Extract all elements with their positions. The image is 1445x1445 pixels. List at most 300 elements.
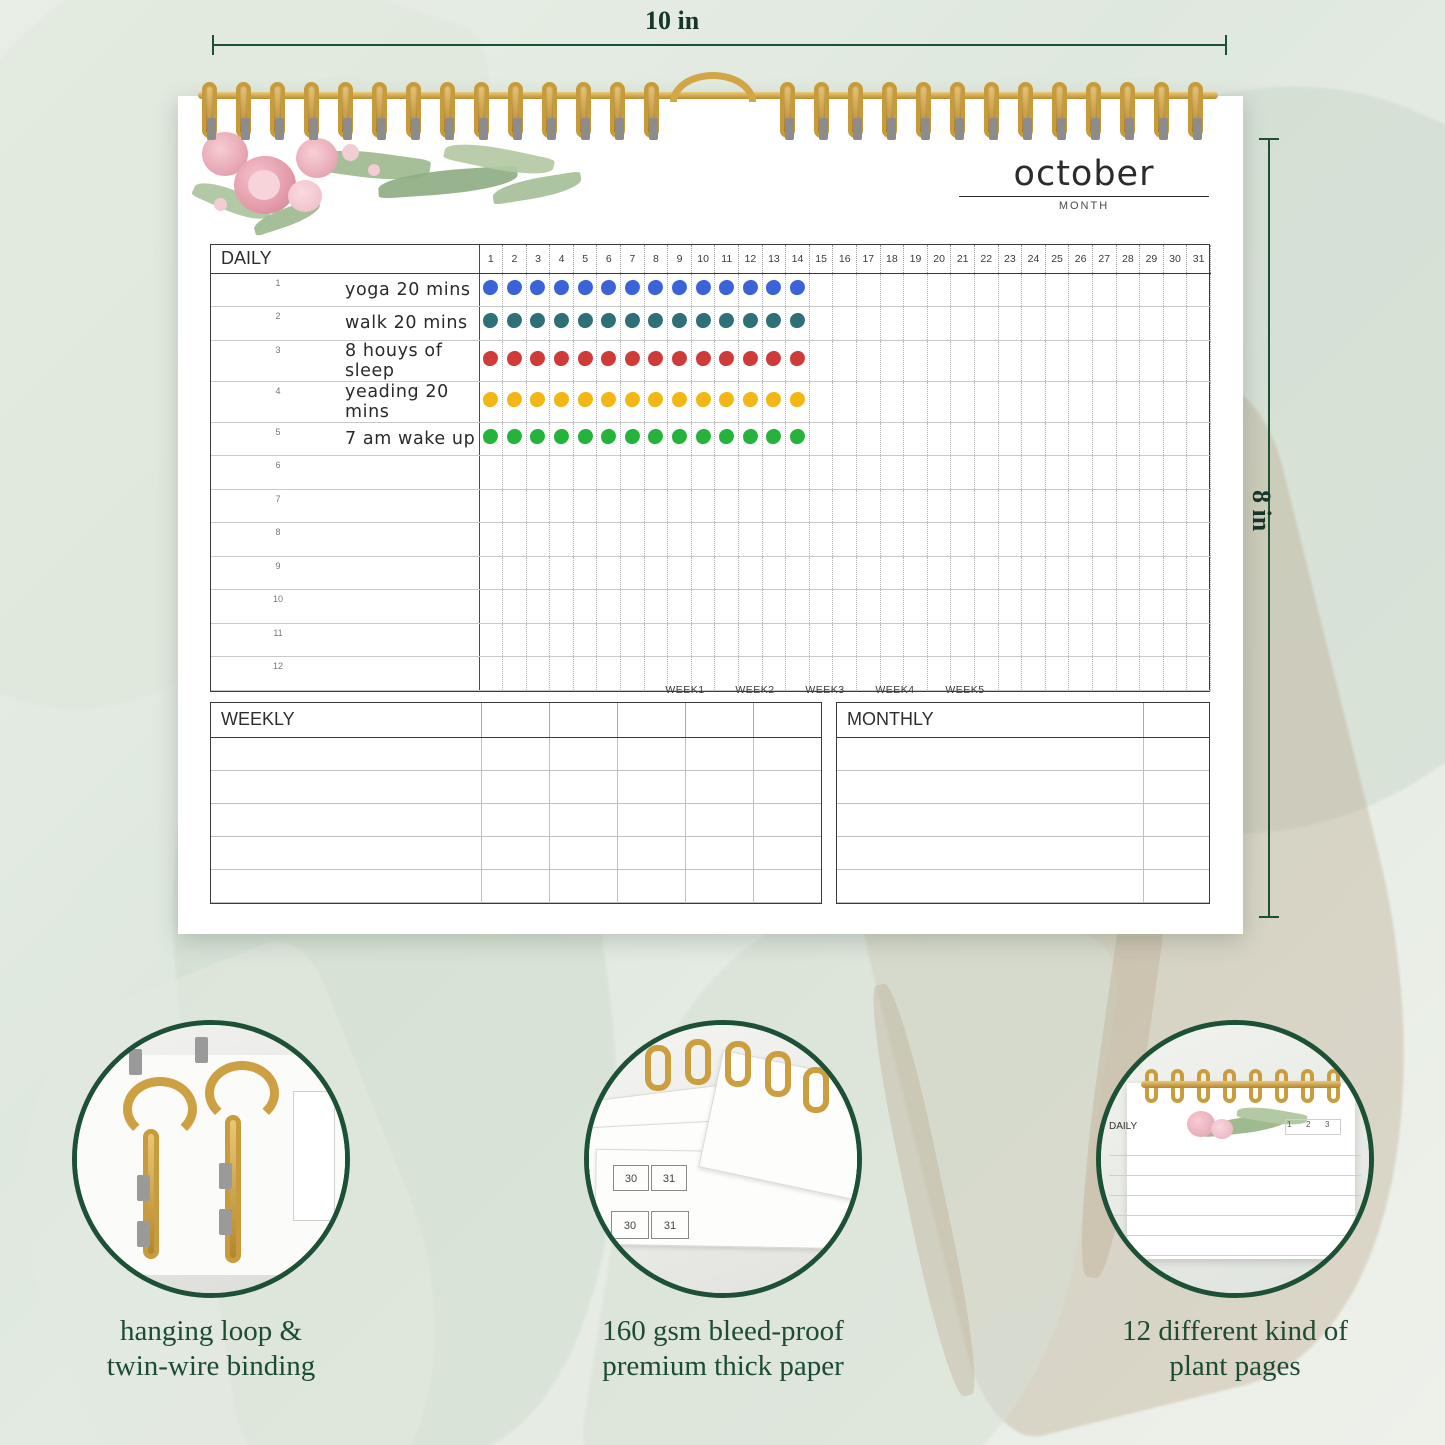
habit-cell[interactable] [573, 523, 597, 557]
habit-cell[interactable] [691, 590, 715, 624]
habit-cell[interactable] [1140, 590, 1164, 624]
habit-cell[interactable] [1116, 381, 1140, 422]
habit-cell[interactable] [904, 273, 928, 307]
habit-cell[interactable] [880, 523, 904, 557]
habit-cell[interactable] [739, 381, 763, 422]
habit-cell[interactable] [715, 556, 739, 590]
habit-cell[interactable] [573, 422, 597, 456]
habit-cell[interactable] [739, 489, 763, 523]
habit-cell[interactable] [1069, 456, 1093, 490]
task-name-input[interactable]: 7 am wake up [345, 422, 479, 456]
habit-cell[interactable] [1045, 456, 1069, 490]
habit-cell[interactable] [1092, 523, 1116, 557]
habit-cell[interactable] [857, 590, 881, 624]
weekly-check-cell[interactable] [481, 869, 549, 902]
habit-cell[interactable] [951, 273, 975, 307]
habit-cell[interactable] [526, 273, 550, 307]
task-name-input[interactable]: walk 20 mins [345, 307, 479, 341]
day-column-header[interactable]: 20 [927, 245, 951, 273]
habit-cell[interactable] [621, 623, 645, 657]
habit-cell[interactable] [833, 523, 857, 557]
habit-cell[interactable] [668, 307, 692, 341]
monthly-check-cell[interactable] [1143, 737, 1209, 770]
habit-cell[interactable] [1140, 307, 1164, 341]
habit-cell[interactable] [739, 456, 763, 490]
habit-cell[interactable] [526, 623, 550, 657]
habit-cell[interactable] [526, 523, 550, 557]
habit-cell[interactable] [786, 381, 810, 422]
habit-cell[interactable] [1069, 340, 1093, 381]
weekly-check-cell[interactable] [753, 836, 821, 869]
habit-cell[interactable] [597, 381, 621, 422]
habit-cell[interactable] [998, 422, 1022, 456]
weekly-check-cell[interactable] [685, 770, 753, 803]
habit-cell[interactable] [621, 590, 645, 624]
habit-cell[interactable] [1116, 273, 1140, 307]
habit-cell[interactable] [644, 456, 668, 490]
habit-cell[interactable] [1116, 489, 1140, 523]
habit-cell[interactable] [715, 381, 739, 422]
habit-cell[interactable] [739, 556, 763, 590]
habit-cell[interactable] [809, 273, 833, 307]
habit-cell[interactable] [573, 307, 597, 341]
habit-cell[interactable] [668, 273, 692, 307]
habit-cell[interactable] [762, 590, 786, 624]
weekly-check-cell[interactable] [617, 869, 685, 902]
day-column-header[interactable]: 5 [573, 245, 597, 273]
habit-cell[interactable] [503, 381, 527, 422]
habit-cell[interactable] [597, 523, 621, 557]
habit-cell[interactable] [1045, 489, 1069, 523]
habit-cell[interactable] [715, 623, 739, 657]
habit-cell[interactable] [1022, 590, 1046, 624]
habit-cell[interactable] [644, 623, 668, 657]
habit-cell[interactable] [880, 456, 904, 490]
habit-cell[interactable] [526, 422, 550, 456]
habit-cell[interactable] [550, 523, 574, 557]
weekly-check-cell[interactable] [549, 869, 617, 902]
task-name-input[interactable] [345, 523, 479, 557]
habit-cell[interactable] [715, 590, 739, 624]
habit-cell[interactable] [644, 523, 668, 557]
habit-cell[interactable] [1069, 590, 1093, 624]
habit-cell[interactable] [621, 340, 645, 381]
monthly-check-cell[interactable] [1143, 770, 1209, 803]
habit-cell[interactable] [1092, 623, 1116, 657]
habit-cell[interactable] [1045, 556, 1069, 590]
habit-cell[interactable] [573, 340, 597, 381]
habit-cell[interactable] [786, 556, 810, 590]
habit-cell[interactable] [1116, 590, 1140, 624]
day-column-header[interactable]: 7 [621, 245, 645, 273]
habit-cell[interactable] [644, 590, 668, 624]
habit-cell[interactable] [904, 422, 928, 456]
habit-cell[interactable] [762, 623, 786, 657]
habit-cell[interactable] [904, 456, 928, 490]
day-column-header[interactable]: 30 [1163, 245, 1187, 273]
habit-cell[interactable] [857, 381, 881, 422]
day-column-header[interactable]: 4 [550, 245, 574, 273]
habit-cell[interactable] [1163, 456, 1187, 490]
monthly-check-cell[interactable] [1143, 836, 1209, 869]
day-column-header[interactable]: 6 [597, 245, 621, 273]
habit-cell[interactable] [1163, 307, 1187, 341]
habit-cell[interactable] [479, 489, 503, 523]
habit-cell[interactable] [644, 556, 668, 590]
habit-cell[interactable] [1045, 523, 1069, 557]
habit-cell[interactable] [880, 340, 904, 381]
habit-cell[interactable] [503, 307, 527, 341]
habit-cell[interactable] [668, 489, 692, 523]
habit-cell[interactable] [1092, 456, 1116, 490]
habit-cell[interactable] [809, 623, 833, 657]
habit-cell[interactable] [597, 623, 621, 657]
habit-cell[interactable] [597, 422, 621, 456]
habit-cell[interactable] [1022, 456, 1046, 490]
habit-cell[interactable] [951, 590, 975, 624]
habit-cell[interactable] [479, 422, 503, 456]
habit-cell[interactable] [927, 381, 951, 422]
habit-cell[interactable] [550, 307, 574, 341]
weekly-check-cell[interactable] [753, 869, 821, 902]
habit-cell[interactable] [1045, 307, 1069, 341]
weekly-check-cell[interactable] [617, 770, 685, 803]
habit-cell[interactable] [597, 556, 621, 590]
habit-cell[interactable] [927, 456, 951, 490]
habit-cell[interactable] [762, 422, 786, 456]
day-column-header[interactable]: 25 [1045, 245, 1069, 273]
habit-cell[interactable] [998, 307, 1022, 341]
habit-cell[interactable] [597, 456, 621, 490]
habit-cell[interactable] [904, 556, 928, 590]
habit-cell[interactable] [644, 381, 668, 422]
habit-cell[interactable] [1163, 556, 1187, 590]
month-name[interactable]: october [1013, 154, 1155, 194]
habit-cell[interactable] [762, 340, 786, 381]
habit-cell[interactable] [974, 523, 998, 557]
day-column-header[interactable]: 27 [1092, 245, 1116, 273]
habit-cell[interactable] [1092, 590, 1116, 624]
habit-cell[interactable] [1069, 381, 1093, 422]
habit-cell[interactable] [1163, 422, 1187, 456]
weekly-check-cell[interactable] [685, 737, 753, 770]
habit-cell[interactable] [1092, 556, 1116, 590]
habit-cell[interactable] [1069, 523, 1093, 557]
weekly-check-cell[interactable] [753, 803, 821, 836]
habit-cell[interactable] [1116, 307, 1140, 341]
weekly-check-cell[interactable] [549, 737, 617, 770]
habit-cell[interactable] [1163, 623, 1187, 657]
habit-cell[interactable] [479, 307, 503, 341]
habit-cell[interactable] [479, 623, 503, 657]
habit-cell[interactable] [927, 523, 951, 557]
habit-cell[interactable] [1045, 590, 1069, 624]
habit-cell[interactable] [974, 556, 998, 590]
day-column-header[interactable]: 1 [479, 245, 503, 273]
habit-cell[interactable] [1163, 489, 1187, 523]
habit-cell[interactable] [644, 307, 668, 341]
habit-cell[interactable] [573, 590, 597, 624]
weekly-check-cell[interactable] [481, 770, 549, 803]
habit-cell[interactable] [621, 489, 645, 523]
task-name-input[interactable]: yeading 20 mins [345, 381, 479, 422]
habit-cell[interactable] [762, 307, 786, 341]
habit-cell[interactable] [1116, 456, 1140, 490]
habit-cell[interactable] [998, 381, 1022, 422]
habit-cell[interactable] [1187, 381, 1211, 422]
habit-cell[interactable] [1092, 307, 1116, 341]
day-column-header[interactable]: 28 [1116, 245, 1140, 273]
habit-cell[interactable] [833, 556, 857, 590]
day-column-header[interactable]: 11 [715, 245, 739, 273]
weekly-check-cell[interactable] [753, 737, 821, 770]
habit-cell[interactable] [1092, 381, 1116, 422]
habit-cell[interactable] [691, 456, 715, 490]
task-name-input[interactable] [345, 623, 479, 657]
day-column-header[interactable]: 3 [526, 245, 550, 273]
habit-cell[interactable] [1045, 422, 1069, 456]
habit-cell[interactable] [691, 523, 715, 557]
habit-cell[interactable] [739, 523, 763, 557]
habit-cell[interactable] [1187, 422, 1211, 456]
habit-cell[interactable] [1069, 623, 1093, 657]
habit-cell[interactable] [974, 623, 998, 657]
habit-cell[interactable] [762, 273, 786, 307]
habit-cell[interactable] [739, 340, 763, 381]
habit-cell[interactable] [1187, 556, 1211, 590]
habit-cell[interactable] [809, 422, 833, 456]
habit-cell[interactable] [550, 456, 574, 490]
habit-cell[interactable] [479, 456, 503, 490]
habit-cell[interactable] [904, 590, 928, 624]
habit-cell[interactable] [1187, 623, 1211, 657]
habit-cell[interactable] [951, 489, 975, 523]
habit-cell[interactable] [1116, 623, 1140, 657]
habit-cell[interactable] [573, 273, 597, 307]
habit-cell[interactable] [1022, 489, 1046, 523]
day-column-header[interactable]: 16 [833, 245, 857, 273]
habit-cell[interactable] [1092, 273, 1116, 307]
habit-cell[interactable] [786, 489, 810, 523]
habit-cell[interactable] [927, 623, 951, 657]
habit-cell[interactable] [927, 590, 951, 624]
weekly-check-cell[interactable] [617, 836, 685, 869]
habit-cell[interactable] [1140, 381, 1164, 422]
habit-cell[interactable] [550, 556, 574, 590]
habit-cell[interactable] [1163, 523, 1187, 557]
habit-cell[interactable] [503, 489, 527, 523]
habit-cell[interactable] [479, 590, 503, 624]
habit-cell[interactable] [880, 273, 904, 307]
habit-cell[interactable] [880, 422, 904, 456]
habit-cell[interactable] [974, 307, 998, 341]
habit-cell[interactable] [621, 422, 645, 456]
day-column-header[interactable]: 13 [762, 245, 786, 273]
habit-cell[interactable] [1163, 381, 1187, 422]
habit-cell[interactable] [550, 489, 574, 523]
weekly-goal-input[interactable] [211, 803, 481, 836]
habit-cell[interactable] [809, 381, 833, 422]
weekly-check-cell[interactable] [685, 803, 753, 836]
habit-cell[interactable] [1163, 590, 1187, 624]
day-column-header[interactable]: 10 [691, 245, 715, 273]
habit-cell[interactable] [479, 273, 503, 307]
habit-cell[interactable] [526, 556, 550, 590]
habit-cell[interactable] [1092, 422, 1116, 456]
habit-cell[interactable] [974, 381, 998, 422]
habit-cell[interactable] [880, 590, 904, 624]
task-name-input[interactable]: 8 houys of sleep [345, 340, 479, 381]
habit-cell[interactable] [715, 273, 739, 307]
day-column-header[interactable]: 24 [1022, 245, 1046, 273]
habit-cell[interactable] [621, 523, 645, 557]
habit-cell[interactable] [786, 422, 810, 456]
habit-cell[interactable] [1069, 273, 1093, 307]
habit-cell[interactable] [974, 422, 998, 456]
habit-cell[interactable] [503, 590, 527, 624]
habit-cell[interactable] [1187, 340, 1211, 381]
habit-cell[interactable] [927, 273, 951, 307]
habit-cell[interactable] [573, 456, 597, 490]
habit-cell[interactable] [550, 623, 574, 657]
habit-cell[interactable] [668, 523, 692, 557]
weekly-goal-input[interactable] [211, 770, 481, 803]
habit-cell[interactable] [880, 489, 904, 523]
habit-cell[interactable] [668, 556, 692, 590]
habit-cell[interactable] [691, 340, 715, 381]
habit-cell[interactable] [1045, 381, 1069, 422]
weekly-header-cell[interactable] [685, 703, 753, 737]
habit-cell[interactable] [833, 381, 857, 422]
habit-cell[interactable] [503, 556, 527, 590]
habit-cell[interactable] [786, 623, 810, 657]
habit-cell[interactable] [739, 273, 763, 307]
habit-cell[interactable] [904, 623, 928, 657]
habit-cell[interactable] [573, 556, 597, 590]
habit-cell[interactable] [573, 623, 597, 657]
habit-cell[interactable] [1045, 340, 1069, 381]
habit-cell[interactable] [1140, 556, 1164, 590]
habit-cell[interactable] [762, 456, 786, 490]
habit-cell[interactable] [1187, 273, 1211, 307]
habit-cell[interactable] [573, 381, 597, 422]
habit-cell[interactable] [809, 523, 833, 557]
habit-cell[interactable] [621, 381, 645, 422]
habit-cell[interactable] [1187, 489, 1211, 523]
habit-cell[interactable] [809, 556, 833, 590]
habit-cell[interactable] [573, 489, 597, 523]
habit-cell[interactable] [927, 340, 951, 381]
habit-cell[interactable] [998, 623, 1022, 657]
habit-cell[interactable] [644, 340, 668, 381]
habit-cell[interactable] [927, 307, 951, 341]
habit-cell[interactable] [668, 422, 692, 456]
task-name-input[interactable] [345, 456, 479, 490]
weekly-header-cell[interactable] [617, 703, 685, 737]
habit-cell[interactable] [691, 623, 715, 657]
habit-cell[interactable] [809, 307, 833, 341]
habit-cell[interactable] [503, 340, 527, 381]
habit-cell[interactable] [857, 273, 881, 307]
habit-cell[interactable] [479, 340, 503, 381]
habit-cell[interactable] [739, 623, 763, 657]
habit-cell[interactable] [833, 307, 857, 341]
habit-cell[interactable] [1116, 523, 1140, 557]
habit-cell[interactable] [762, 523, 786, 557]
weekly-check-cell[interactable] [549, 836, 617, 869]
habit-cell[interactable] [880, 381, 904, 422]
habit-cell[interactable] [1092, 340, 1116, 381]
habit-cell[interactable] [1045, 623, 1069, 657]
habit-cell[interactable] [998, 523, 1022, 557]
weekly-check-cell[interactable] [481, 803, 549, 836]
habit-cell[interactable] [927, 489, 951, 523]
habit-cell[interactable] [644, 273, 668, 307]
habit-cell[interactable] [809, 590, 833, 624]
habit-cell[interactable] [644, 422, 668, 456]
weekly-check-cell[interactable] [481, 737, 549, 770]
habit-cell[interactable] [668, 456, 692, 490]
habit-cell[interactable] [951, 340, 975, 381]
habit-cell[interactable] [503, 523, 527, 557]
habit-cell[interactable] [691, 307, 715, 341]
habit-cell[interactable] [526, 340, 550, 381]
habit-cell[interactable] [857, 489, 881, 523]
habit-cell[interactable] [1022, 307, 1046, 341]
habit-cell[interactable] [809, 489, 833, 523]
habit-cell[interactable] [786, 340, 810, 381]
habit-cell[interactable] [998, 590, 1022, 624]
habit-cell[interactable] [998, 489, 1022, 523]
habit-cell[interactable] [526, 381, 550, 422]
habit-cell[interactable] [479, 523, 503, 557]
habit-cell[interactable] [833, 623, 857, 657]
habit-cell[interactable] [951, 556, 975, 590]
day-column-header[interactable]: 29 [1140, 245, 1164, 273]
habit-cell[interactable] [621, 456, 645, 490]
habit-cell[interactable] [1140, 273, 1164, 307]
habit-cell[interactable] [1187, 590, 1211, 624]
habit-cell[interactable] [1022, 273, 1046, 307]
habit-cell[interactable] [1069, 489, 1093, 523]
habit-cell[interactable] [1140, 456, 1164, 490]
task-name-input[interactable]: yoga 20 mins [345, 273, 479, 307]
habit-cell[interactable] [550, 381, 574, 422]
monthly-goal-input[interactable] [837, 803, 1143, 836]
day-column-header[interactable]: 15 [809, 245, 833, 273]
habit-cell[interactable] [503, 456, 527, 490]
habit-cell[interactable] [857, 523, 881, 557]
habit-cell[interactable] [927, 422, 951, 456]
habit-cell[interactable] [974, 590, 998, 624]
habit-cell[interactable] [668, 381, 692, 422]
weekly-check-cell[interactable] [617, 803, 685, 836]
habit-cell[interactable] [833, 273, 857, 307]
weekly-goal-input[interactable] [211, 869, 481, 902]
monthly-goal-input[interactable] [837, 836, 1143, 869]
monthly-goal-input[interactable] [837, 737, 1143, 770]
habit-cell[interactable] [715, 489, 739, 523]
habit-cell[interactable] [597, 590, 621, 624]
monthly-header-cell[interactable] [1143, 703, 1209, 737]
habit-cell[interactable] [691, 489, 715, 523]
habit-cell[interactable] [1069, 556, 1093, 590]
weekly-header-cell[interactable] [753, 703, 821, 737]
weekly-check-cell[interactable] [549, 803, 617, 836]
weekly-header-cell[interactable] [549, 703, 617, 737]
habit-cell[interactable] [715, 422, 739, 456]
habit-cell[interactable] [786, 523, 810, 557]
